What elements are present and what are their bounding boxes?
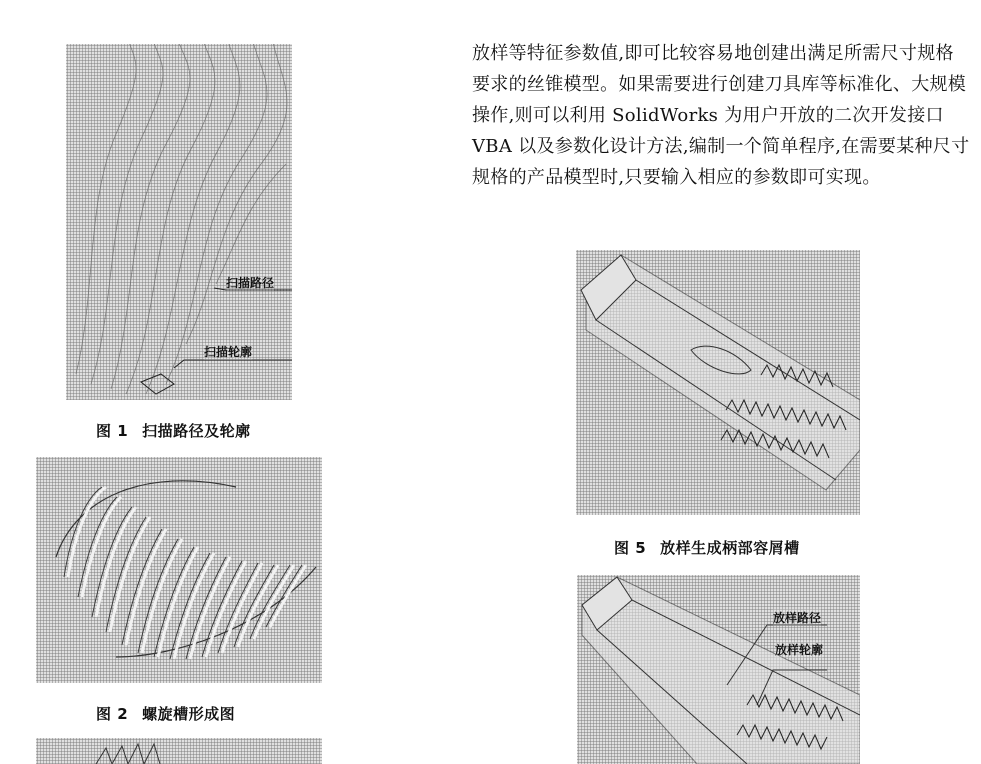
figure-6-drawing bbox=[577, 575, 860, 764]
figure-2-number: 图 2 bbox=[96, 705, 129, 723]
body-paragraph: 放样等特征参数值,即可比较容易地创建出满足所需尺寸规格要求的丝锥模型。如果需要进行创建刀具库等标准化、大规模操作,则可以利用 SolidWorks 为用户开放的二次开发接口 VBA 以及参数化设计方法,编制一个简单程序,在需要某种尺寸规格的产品模型时,只要输入相应的参数即可实现。 bbox=[472, 43, 970, 188]
figure-5-drawing bbox=[576, 250, 860, 515]
figure-6-image bbox=[577, 575, 860, 764]
figure-2-image bbox=[36, 457, 322, 683]
figure-2-caption bbox=[96, 703, 235, 724]
figure-5-title: 放样生成柄部容屑槽 bbox=[660, 539, 800, 557]
figure-5-caption bbox=[614, 537, 800, 558]
figure-3-drawing bbox=[36, 738, 322, 764]
figure-6-label-profile: 放样轮廓 bbox=[775, 643, 824, 657]
figure-1-image bbox=[66, 44, 292, 400]
figure-1-drawing bbox=[66, 44, 292, 400]
figure-1-caption bbox=[96, 420, 251, 441]
figure-6-label-path: 放样路径 bbox=[773, 611, 822, 625]
figure-2-drawing bbox=[36, 457, 322, 683]
figure-1-label-path: 扫描路径 bbox=[226, 276, 275, 290]
figure-1-title: 扫描路径及轮廓 bbox=[142, 422, 251, 440]
figure-1-label-profile: 扫描轮廓 bbox=[204, 345, 253, 359]
figure-5-image bbox=[576, 250, 860, 515]
figure-3-image bbox=[36, 738, 322, 764]
figure-1-number: 图 1 bbox=[96, 422, 129, 440]
figure-2-title: 螺旋槽形成图 bbox=[142, 705, 236, 723]
figure-5-number: 图 5 bbox=[614, 539, 647, 557]
